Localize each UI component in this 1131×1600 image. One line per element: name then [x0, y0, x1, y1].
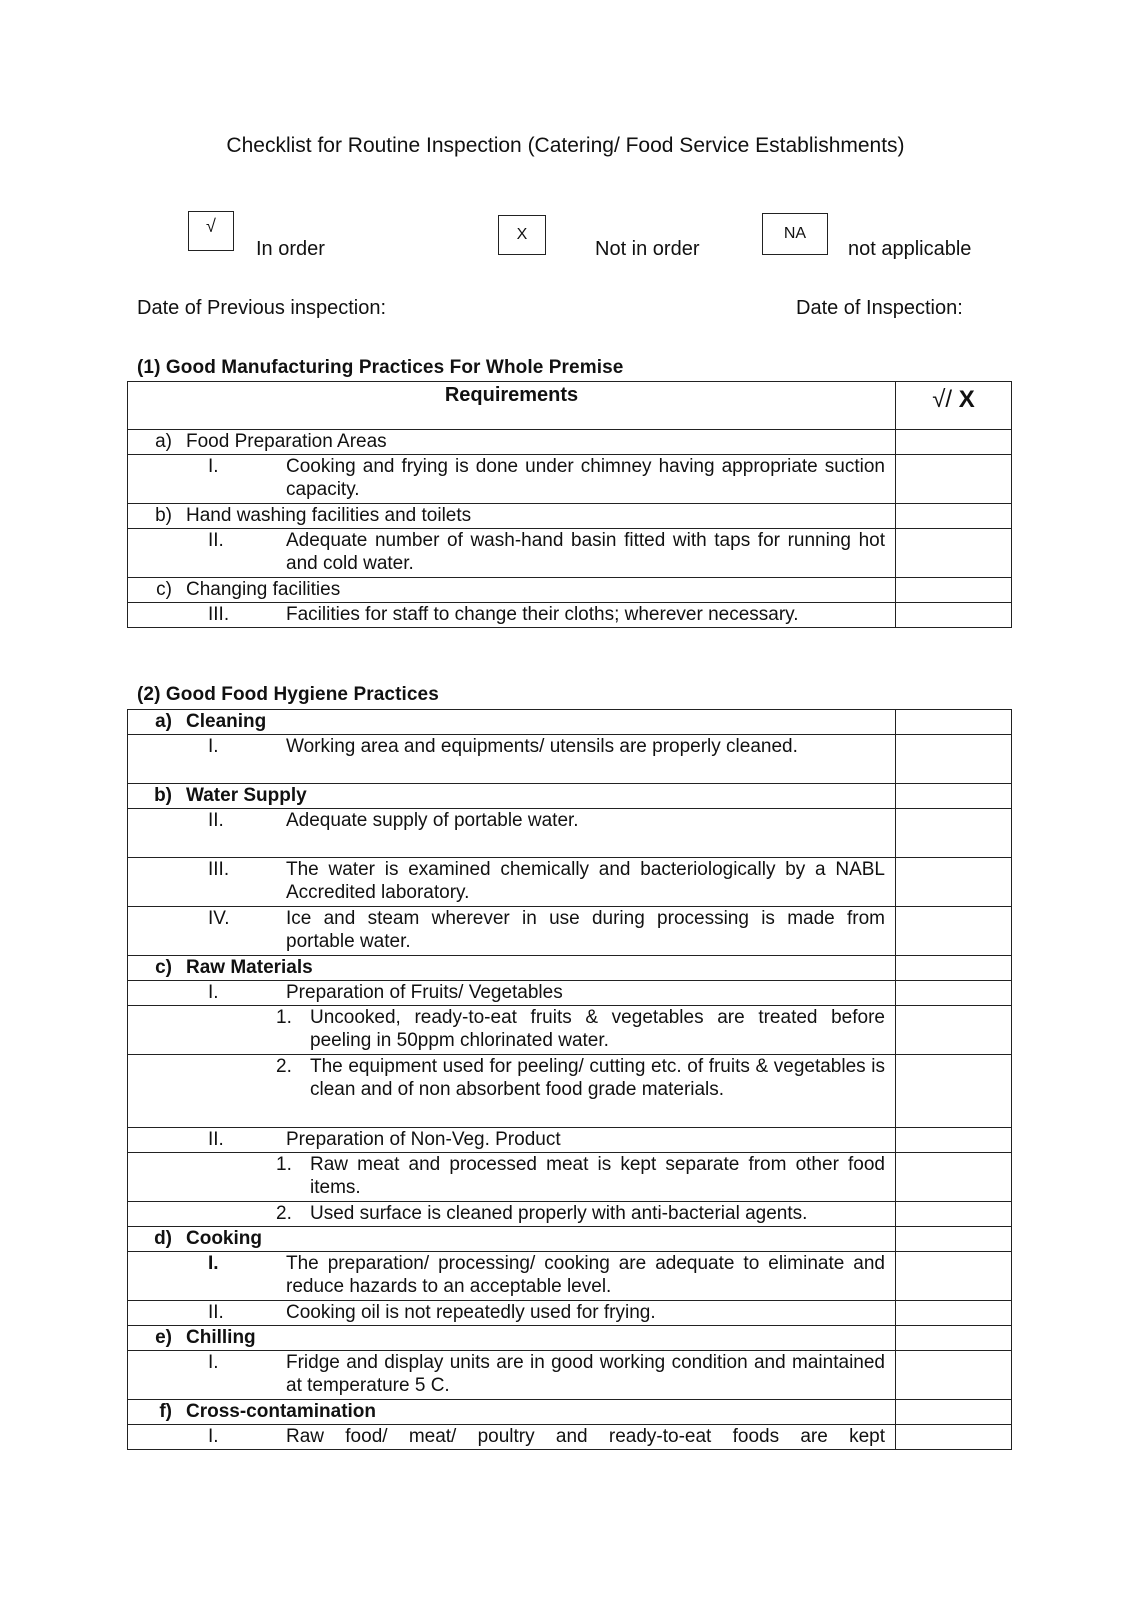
row-text: Cooking and frying is done under chimney having appropriate suction capacity. — [286, 456, 885, 500]
row-label: 1. — [276, 1154, 292, 1175]
previous-inspection-date: Date of Previous inspection: — [137, 297, 387, 319]
row-text: Adequate supply of portable water. — [286, 810, 579, 831]
row-text: Raw meat and processed meat is kept separate from other food items. — [310, 1154, 885, 1198]
row-label: II. — [208, 810, 224, 831]
check-cell[interactable] — [896, 1252, 1012, 1301]
check-cell[interactable] — [896, 956, 1012, 981]
row-text: Changing facilities — [186, 579, 341, 600]
table-row — [128, 981, 1012, 1006]
section-2-heading: (2) Good Food Hygiene Practices — [137, 684, 439, 705]
table-row — [128, 710, 1012, 735]
check-cell[interactable] — [896, 784, 1012, 809]
table-row — [128, 504, 1012, 529]
table-row — [128, 1326, 1012, 1351]
check-cell[interactable] — [896, 1351, 1012, 1400]
cross-icon: X — [516, 226, 528, 243]
row-label: a) — [155, 431, 172, 452]
table-row — [128, 956, 1012, 981]
row-label: I. — [208, 1352, 219, 1373]
inspection-date: Date of Inspection: — [796, 297, 963, 319]
table-row — [128, 1055, 1012, 1128]
check-header — [896, 382, 1012, 430]
table-row — [128, 1006, 1012, 1055]
check-cell[interactable] — [896, 1128, 1012, 1153]
check-cell[interactable] — [896, 1202, 1012, 1227]
row-text: Fridge and display units are in good working condition and maintained at temperature 5 C. — [286, 1352, 885, 1396]
check-cell[interactable] — [896, 1055, 1012, 1128]
row-label: f) — [159, 1401, 172, 1422]
check-cell[interactable] — [896, 710, 1012, 735]
row-text: Chilling — [186, 1327, 256, 1348]
table-row — [128, 603, 1012, 628]
table-row — [128, 1400, 1012, 1425]
row-label: IV. — [208, 908, 230, 929]
table-row — [128, 1202, 1012, 1227]
check-cell[interactable] — [896, 578, 1012, 603]
row-label: I. — [208, 736, 219, 757]
section-2-table — [127, 709, 1012, 1450]
table-row — [128, 1301, 1012, 1326]
table-row — [128, 1425, 1012, 1450]
na-symbol: NA — [783, 225, 807, 242]
row-label: c) — [156, 579, 172, 600]
row-label: I. — [208, 982, 219, 1003]
row-label: III. — [208, 859, 230, 880]
check-cell[interactable] — [896, 1425, 1012, 1450]
table-row — [128, 907, 1012, 956]
row-text: The preparation/ processing/ cooking are adequate to eliminate and reduce hazards to an acceptable level. — [286, 1253, 885, 1297]
row-text: Adequate number of wash-hand basin fitted with taps for running hot and cold water. — [286, 530, 885, 574]
check-cell[interactable] — [896, 1400, 1012, 1425]
row-text: Hand washing facilities and toilets — [186, 505, 472, 526]
row-text: Cleaning — [186, 711, 267, 732]
row-label: 2. — [276, 1203, 292, 1224]
row-text: Cooking — [186, 1228, 262, 1249]
table-row — [128, 1227, 1012, 1252]
table-row — [128, 455, 1012, 504]
tick-icon: √ — [206, 216, 216, 236]
row-text: Cooking oil is not repeatedly used for frying. — [286, 1302, 656, 1323]
legend-box-not-applicable — [762, 213, 828, 255]
check-cell[interactable] — [896, 858, 1012, 907]
table-row — [128, 858, 1012, 907]
row-label: II. — [208, 1129, 224, 1150]
check-cell[interactable] — [896, 735, 1012, 784]
requirements-header: Requirements — [128, 382, 896, 430]
table-row — [128, 529, 1012, 578]
cross-icon: X — [958, 386, 975, 413]
row-label: c) — [155, 957, 172, 978]
check-cell[interactable] — [896, 1227, 1012, 1252]
table-row — [128, 784, 1012, 809]
check-cell[interactable] — [896, 1153, 1012, 1202]
row-text: Cross-contamination — [186, 1401, 377, 1422]
row-label: b) — [154, 785, 172, 806]
legend-box-not-in-order — [498, 215, 546, 255]
table-row — [128, 1252, 1012, 1301]
row-text: Facilities for staff to change their cloths; wherever necessary. — [286, 604, 799, 625]
row-text: Water Supply — [186, 785, 307, 806]
section-1-table — [127, 381, 1012, 628]
legend-label-in-order: In order — [256, 238, 325, 260]
row-text: Raw Materials — [186, 957, 313, 978]
check-cell[interactable] — [896, 981, 1012, 1006]
check-cell[interactable] — [896, 1301, 1012, 1326]
page-title: Checklist for Routine Inspection (Catering/ Food Service Establishments) — [226, 134, 905, 157]
row-label: a) — [155, 711, 172, 732]
check-cell[interactable] — [896, 809, 1012, 858]
row-text: The water is examined chemically and bacteriologically by a NABL Accredited laboratory. — [286, 859, 885, 903]
check-cell[interactable] — [896, 907, 1012, 956]
check-cell[interactable] — [896, 430, 1012, 455]
table-row — [128, 1351, 1012, 1400]
row-label: I. — [208, 1253, 219, 1274]
legend-box-in-order — [188, 211, 234, 251]
table-row — [128, 1153, 1012, 1202]
row-text: The equipment used for peeling/ cutting etc. of fruits & vegetables is clean and of non absorbent food grade materials. — [310, 1056, 885, 1100]
check-cell[interactable] — [896, 455, 1012, 504]
legend-label-not-applicable: not applicable — [848, 238, 972, 260]
check-cell[interactable] — [896, 1326, 1012, 1351]
check-cell[interactable] — [896, 529, 1012, 578]
row-label: I. — [208, 456, 219, 477]
table-row — [128, 430, 1012, 455]
row-text: Raw food/ meat/ poultry and ready-to-eat foods are kept — [286, 1426, 885, 1447]
row-label: II. — [208, 530, 224, 551]
row-text: Ice and steam wherever in use during processing is made from portable water. — [286, 908, 885, 952]
table-header-row — [128, 382, 1012, 430]
row-text: Working area and equipments/ utensils are properly cleaned. — [286, 736, 798, 757]
row-label: d) — [154, 1228, 172, 1249]
row-label: III. — [208, 604, 230, 625]
row-text: Used surface is cleaned properly with anti-bacterial agents. — [310, 1203, 808, 1224]
section-1-heading: (1) Good Manufacturing Practices For Whole Premise — [137, 357, 624, 378]
row-label: b) — [155, 505, 172, 526]
row-text: Preparation of Fruits/ Vegetables — [286, 982, 563, 1003]
check-cell[interactable] — [896, 1006, 1012, 1055]
check-cell[interactable] — [896, 504, 1012, 529]
table-row — [128, 735, 1012, 784]
row-label: 1. — [276, 1007, 292, 1028]
row-text: Uncooked, ready-to-eat fruits & vegetables are treated before peeling in 50ppm chlorinated water. — [310, 1007, 885, 1051]
row-label: e) — [155, 1327, 172, 1348]
table-row — [128, 809, 1012, 858]
legend-label-not-in-order: Not in order — [595, 238, 700, 260]
table-row — [128, 578, 1012, 603]
row-label: 2. — [276, 1056, 292, 1077]
row-label: I. — [208, 1426, 219, 1447]
row-label: II. — [208, 1302, 224, 1323]
row-text: Preparation of Non-Veg. Product — [286, 1129, 561, 1150]
tick-icon: √/ — [932, 386, 953, 413]
check-cell[interactable] — [896, 603, 1012, 628]
row-text: Food Preparation Areas — [186, 431, 387, 452]
table-row — [128, 1128, 1012, 1153]
